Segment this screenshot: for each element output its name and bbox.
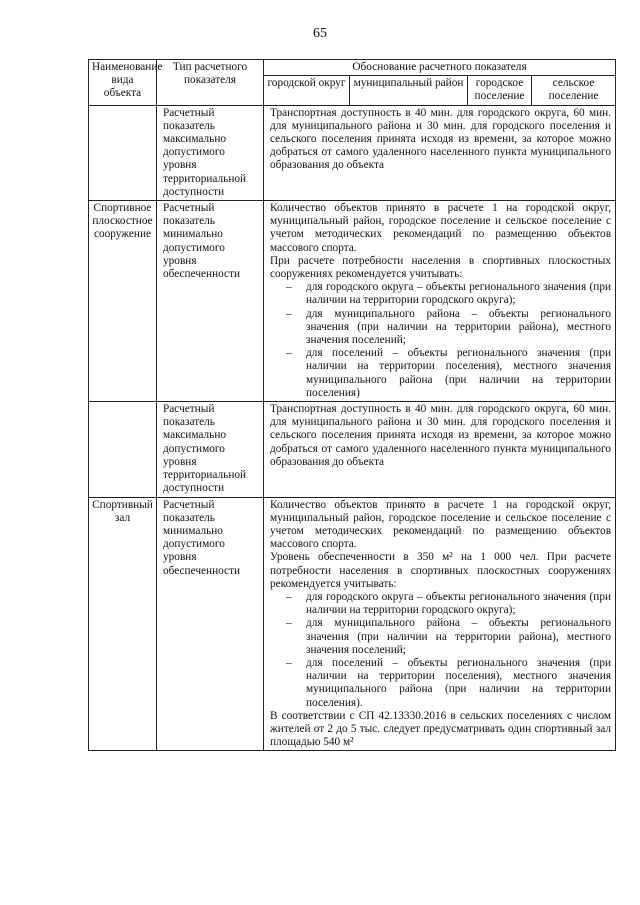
basis-bullet-item: – для городского округа – объекты регионального значения (при наличии на территории городского округа);: [270, 591, 611, 617]
table-row: [89, 402, 616, 497]
basis-bullet-item: – для муниципального района – объекты регионального значения (при наличии на территории района), местного значения поселений;: [270, 308, 611, 348]
table-header: [89, 60, 616, 106]
header-rural-settlement: сельское поселение: [532, 76, 616, 105]
object-name-cell: [89, 402, 157, 497]
object-name-cell: Спортивный зал: [89, 497, 157, 751]
basis-paragraph: Количество объектов принято в расчете 1 на городской округ, муниципальный район, городское поселение и сельское поселение с учетом методических рекомендаций по размещению объектов массового спорта.: [270, 202, 612, 254]
basis-paragraph: Уровень обеспеченности в 350 м² на 1 000 чел. При расчете потребности населения в спортивных плоскостных сооружениях рекомендуется учитывать:: [270, 551, 612, 590]
page-number: 65: [313, 26, 327, 41]
basis-text-cell: [264, 201, 616, 402]
indicator-type-cell: Расчетный показатель минимально допустимого уровня обеспеченности: [157, 497, 264, 751]
basis-paragraph: Количество объектов принято в расчете 1 на городской округ, муниципальный район, городское поселение и сельское поселение с учетом методических рекомендаций по размещению объектов массового спорта.: [270, 498, 612, 551]
basis-text-cell: [264, 402, 616, 497]
basis-note: В соответствии с СП 42.13330.2016 в сельских поселениях с числом жителей от 2 до 5 тыс. следует предусматривать один спортивный зал площадью 540 м²: [270, 709, 612, 749]
header-municipal-district: муниципальный район: [350, 76, 468, 105]
basis-paragraph: Транспортная доступность в 40 мин. для городского округа, 60 мин. для муниципального района и 30 мин. для городского поселения и сельского поселения принята исходя из времени, за которое можно добраться от самого удаленного населенного пункта муниципального образования до объекта: [270, 106, 612, 172]
basis-bullet-list: [270, 591, 611, 710]
header-urban-settlement: городское поселение: [468, 76, 532, 105]
header-basis: Обоснование расчетного показателя: [264, 60, 616, 76]
basis-paragraph: При расчете потребности населения в спортивных плоскостных сооружениях рекомендуется учитывать:: [270, 254, 612, 281]
indicator-table: [88, 59, 616, 751]
indicator-type-cell: Расчетный показатель максимально допустимого уровня территориальной доступности: [157, 105, 264, 200]
basis-bullet-item: – для поселений – объекты регионального значения (при наличии на территории поселения), местного значения муниципального района (при наличии на территории поселения).: [270, 657, 611, 710]
header-object-name: Наименование вида объекта: [89, 60, 157, 106]
basis-bullet-item: – для поселений – объекты регионального значения (при наличии на территории поселения), местного значения муниципального района (при наличии на территории поселения): [270, 347, 611, 400]
indicator-type-cell: Расчетный показатель максимально допустимого уровня территориальной доступности: [157, 402, 264, 497]
object-name-cell: Спортивное плоскостное сооружение: [89, 201, 157, 402]
basis-bullet-item: – для городского округа – объекты регионального значения (при наличии на территории городского округа);: [270, 281, 611, 307]
header-city-district: городской округ: [264, 76, 350, 105]
table-row: [89, 105, 616, 200]
object-name-cell: [89, 105, 157, 200]
header-indicator-type: Тип расчетного показателя: [157, 60, 264, 106]
basis-bullet-item: – для муниципального района – объекты регионального значения (при наличии на территории района), местного значения поселений;: [270, 617, 611, 657]
table-body: [89, 105, 616, 751]
basis-text-cell: [264, 105, 616, 200]
table-row: [89, 201, 616, 402]
indicator-type-cell: Расчетный показатель минимально допустимого уровня обеспеченности: [157, 201, 264, 402]
basis-paragraph: Транспортная доступность в 40 мин. для городского округа, 60 мин. для муниципального района и 30 мин. для городского поселения и сельского поселения принята исходя из времени, за которое можно добраться от самого удаленного населенного пункта муниципального образования до объекта: [270, 403, 612, 468]
basis-bullet-list: [270, 281, 611, 400]
basis-text-cell: [264, 497, 616, 751]
table-row: [89, 497, 616, 751]
